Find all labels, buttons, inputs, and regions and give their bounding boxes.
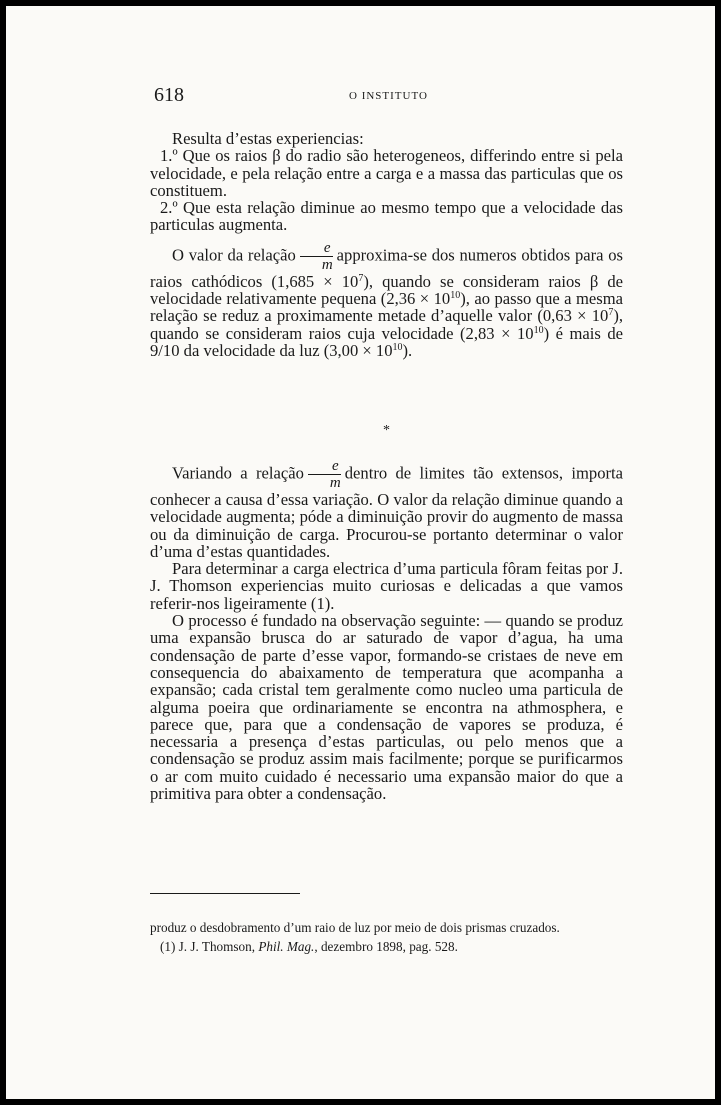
ratio-text-5: ) é mais de 9/10 da velocidade da luz (3,00 × 10 (150, 323, 624, 360)
list-item-1: 1.º Que os raios β do radio são heterogeneos, differindo entre si pela velocidade, e pela relação entre a carga e a massa das particulas que os constituem. (150, 146, 623, 200)
ratio-text-1: approxima-se dos numeros obtidos para os raios cathódicos (1,685 × 10 (150, 245, 623, 291)
scan-border-right (715, 0, 721, 1105)
ratio-text-3: ), ao passo que a mesma relação se reduz a proximamente metade d’aquelle valor (0,63 × 10 (150, 289, 623, 326)
scan-border-top (0, 0, 721, 6)
fraction-numerator: e (300, 240, 333, 257)
exponent-2: 10 (450, 290, 461, 302)
footnote-1-before: (1) J. J. Thomson, (160, 939, 256, 954)
body-section-1 (150, 130, 623, 359)
exponent-4: 10 (533, 324, 544, 336)
exponent-5: 10 (392, 341, 403, 353)
ratio-text-6: ). (402, 340, 413, 360)
fraction-numerator: e (308, 458, 341, 475)
ratio-text-4: ), quando se consideram raios cuja velocidade (2,83 × 10 (150, 306, 623, 343)
variation-paragraph (150, 458, 623, 560)
footnote-1-journal: Phil. Mag. (258, 939, 315, 954)
ratio-text-before: O valor da relação (172, 245, 296, 265)
list-item-2: 2.º Que esta relação diminue ao mesmo tempo que a velocidade das particulas augmenta. (150, 198, 623, 235)
exponent-1: 7 (358, 272, 364, 284)
page-header (154, 84, 608, 108)
ratio-text-2: ), quando se consideram raios β de velocidade relativamente pequena (2,36 × 10 (150, 271, 623, 309)
scan-border-left (0, 0, 6, 1105)
scan-border-bottom (0, 1099, 721, 1105)
page-number: 618 (154, 84, 184, 106)
section-separator-asterisk: * (383, 423, 390, 438)
footnote-rule (150, 893, 300, 894)
fraction-denominator: m (321, 256, 333, 273)
process-paragraph: O processo é fundado na observação seguinte: — quando se produz uma expansão brusca do ar saturado de vapor d’agua, ha uma condensação de parte d’esse vapor, formando-se cristaes de neve em consequencia do abaixamento de temperatura que acompanha a expansão; cada cristal tem geralmente como nucleo uma particula de alguma poeira que ordinariamente se encontra na athmosphera, e parece que, para que a condensação de vapores se produza, é necessaria a presença d’estas particulas, ou pelo menos que a condensação se produz assim mais facilmente; porque se purificarmos o ar com muito cuidado é necessario uma expansão maior do que a primitiva para obter a condensação. (150, 611, 623, 804)
footnote-continued: produz o desdobramento d’um raio de luz por meio de dois prismas cruzados. (150, 920, 560, 935)
fraction-e-over-m-2 (308, 458, 341, 491)
intro-paragraph: Resulta d’estas experiencias: (172, 129, 364, 148)
variation-text-before: Variando a relação (172, 463, 304, 483)
fraction-denominator: m (329, 475, 341, 491)
running-title: O INSTITUTO (349, 90, 428, 102)
footnotes (150, 920, 623, 954)
ratio-paragraph (150, 240, 623, 359)
exponent-3: 7 (608, 307, 614, 319)
thomson-paragraph: Para determinar a carga electrica d’uma particula fôram feitas por J. J. Thomson experiencias muito curiosas e delicadas a que vamos referir-nos ligeiramente (1). (150, 559, 623, 613)
fraction-e-over-m (300, 240, 333, 273)
footnote-1 (150, 939, 623, 954)
body-section-2 (150, 458, 623, 802)
variation-text-after: dentro de limites tão extensos, importa conhecer a causa d’essa variação. O valor da relação diminue quando a velocidade augmenta; póde a diminuição provir do augmento de massa ou da diminuição de carga. Procurou-se portanto determinar o valor d’uma d’estas quantidades. (150, 463, 623, 561)
footnote-1-after: , dezembro 1898, pag. 528. (314, 939, 458, 954)
